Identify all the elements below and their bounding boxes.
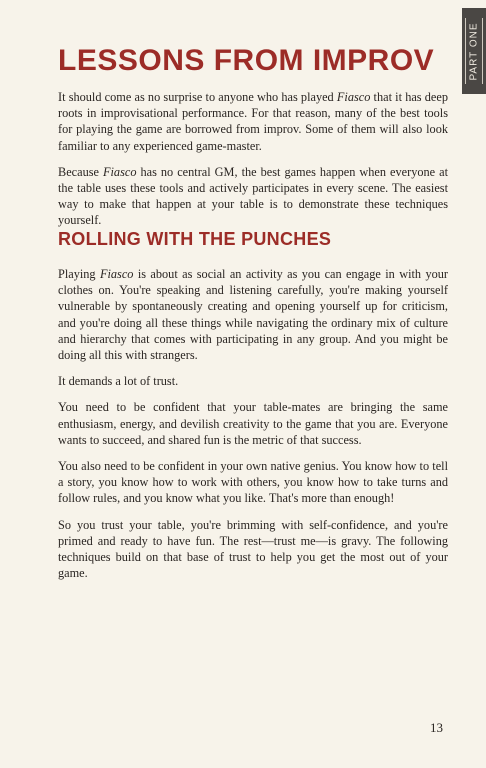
part-tab (462, 8, 486, 94)
section-heading: ROLLING WITH THE PUNCHES (58, 229, 332, 249)
part-tab-label: PART ONE (468, 21, 480, 81)
paragraph: So you trust your table, you're brimming with self-confidence, and you're primed and ready to have fun. The rest—trust me—is gravy. The following techniques build on that base of trust to help you get the most out of your game. (58, 517, 448, 581)
tab-rule-right (482, 18, 483, 84)
paragraph: You also need to be confident in your own native genius. You know how to tell a story, you know how to work with others, you know how to take turns and follow rules, and you know what you like. That's more than enough! (58, 459, 448, 506)
paragraph: You need to be confident that your table-mates are bringing the same enthusiasm, energy, and devilish creativity to the game that you are. Everyone wants to succeed, and shared fun is the metric of that success. (58, 400, 448, 447)
page-number: 13 (430, 720, 443, 735)
paragraph: It should come as no surprise to anyone who has played Fiasco that it has deep roots in improvisational performance. For that reason, many of the best tools for playing the game are borrowed from improv. Some of them will also look familiar to any experienced game-master. (58, 90, 448, 153)
section-text (58, 266, 448, 591)
paragraph: Playing Fiasco is about as social an activity as you can engage in with your clothes on. You're speaking and listening carefully, you're making yourself vulnerable by spontaneously creating and opening yourself up for criticism, and you're doing all these things while navigating the ordinary mix of culture and hierarchy that comes with participating in any group. And you might be doing all this with strangers. (58, 267, 448, 363)
paragraph: It demands a lot of trust. (58, 374, 179, 389)
chapter-heading: LESSONS FROM IMPROV (58, 44, 435, 77)
tab-rule-left (465, 18, 466, 84)
intro-text (58, 89, 448, 239)
paragraph: Because Fiasco has no central GM, the best games happen when everyone at the table uses these tools and actively participates in every scene. The easiest way to make that happen at your table is to demonstrate these techniques yourself. (58, 164, 449, 228)
